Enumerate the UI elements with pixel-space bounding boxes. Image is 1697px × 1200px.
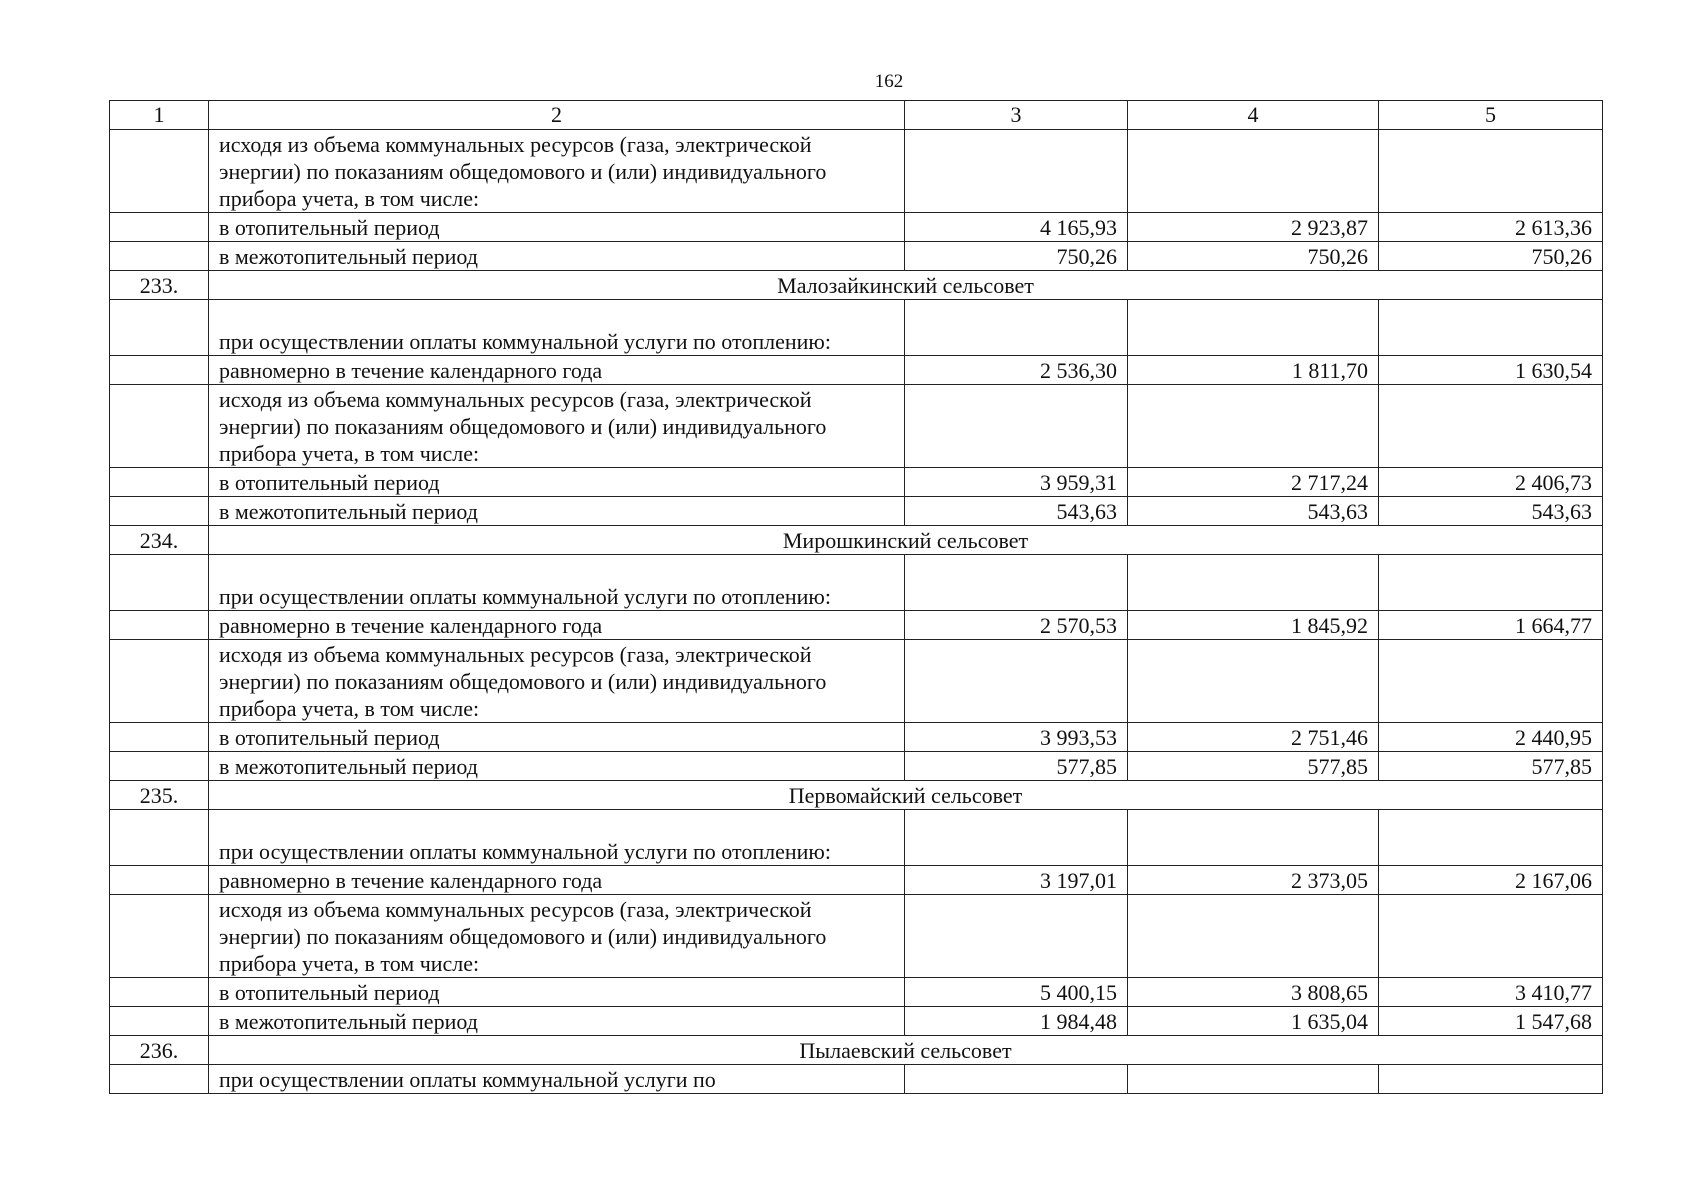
table-row [110, 300, 1603, 356]
table-row [110, 497, 1603, 526]
value-col-3: 2 570,53 [905, 611, 1128, 640]
row-number [110, 895, 209, 978]
row-number [110, 978, 209, 1007]
value-col-4: 3 808,65 [1128, 978, 1379, 1007]
value-col-3 [905, 555, 1128, 611]
value-col-4: 577,85 [1128, 752, 1379, 781]
row-description: равномерно в течение календарного года [209, 356, 905, 385]
value-col-3: 750,26 [905, 242, 1128, 271]
row-description: при осуществлении оплаты коммунальной услуги по отоплению: [209, 555, 905, 611]
section-title: Пылаевский сельсовет [209, 1036, 1603, 1065]
row-number [110, 242, 209, 271]
table-row [110, 555, 1603, 611]
section-title: Малозайкинский сельсовет [209, 271, 1603, 300]
row-number [110, 1065, 209, 1094]
section-row [110, 271, 1603, 300]
table-row [110, 356, 1603, 385]
table-row [110, 895, 1603, 978]
value-col-4: 1 811,70 [1128, 356, 1379, 385]
table-row [110, 866, 1603, 895]
value-col-3 [905, 300, 1128, 356]
row-number [110, 611, 209, 640]
row-number: 236. [110, 1036, 209, 1065]
row-number [110, 723, 209, 752]
row-number [110, 468, 209, 497]
value-col-3: 5 400,15 [905, 978, 1128, 1007]
row-number: 233. [110, 271, 209, 300]
value-col-4 [1128, 300, 1379, 356]
value-col-5: 577,85 [1379, 752, 1603, 781]
value-col-5: 2 613,36 [1379, 213, 1603, 242]
value-col-5 [1379, 810, 1603, 866]
row-number [110, 1007, 209, 1036]
section-title: Первомайский сельсовет [209, 781, 1603, 810]
table-row [110, 130, 1603, 213]
row-number [110, 640, 209, 723]
row-description: при осуществлении оплаты коммунальной услуги по [209, 1065, 905, 1094]
value-col-3: 4 165,93 [905, 213, 1128, 242]
table-row [110, 978, 1603, 1007]
header-row [110, 101, 1603, 130]
value-col-5: 2 406,73 [1379, 468, 1603, 497]
table-row [110, 1007, 1603, 1036]
row-description: в отопительный период [209, 723, 905, 752]
section-title: Мирошкинский сельсовет [209, 526, 1603, 555]
value-col-3: 577,85 [905, 752, 1128, 781]
value-col-5 [1379, 1065, 1603, 1094]
table-row [110, 611, 1603, 640]
page-number: 162 [874, 71, 904, 92]
value-col-4: 2 373,05 [1128, 866, 1379, 895]
row-description: в межотопительный период [209, 1007, 905, 1036]
value-col-4: 750,26 [1128, 242, 1379, 271]
table-row [110, 242, 1603, 271]
tariff-table [109, 100, 1603, 1094]
value-col-5: 2 440,95 [1379, 723, 1603, 752]
value-col-3: 3 197,01 [905, 866, 1128, 895]
value-col-3: 3 959,31 [905, 468, 1128, 497]
value-col-5: 2 167,06 [1379, 866, 1603, 895]
value-col-4 [1128, 1065, 1379, 1094]
value-col-4 [1128, 810, 1379, 866]
value-col-5 [1379, 385, 1603, 468]
value-col-4: 2 717,24 [1128, 468, 1379, 497]
row-description: в отопительный период [209, 468, 905, 497]
value-col-4 [1128, 385, 1379, 468]
value-col-5 [1379, 300, 1603, 356]
row-description: при осуществлении оплаты коммунальной услуги по отоплению: [209, 300, 905, 356]
value-col-4: 1 635,04 [1128, 1007, 1379, 1036]
value-col-5: 1 664,77 [1379, 611, 1603, 640]
value-col-4: 2 923,87 [1128, 213, 1379, 242]
section-row [110, 1036, 1603, 1065]
row-description: в отопительный период [209, 213, 905, 242]
column-header: 3 [905, 101, 1128, 130]
table-row [110, 1065, 1603, 1094]
row-number [110, 497, 209, 526]
value-col-3 [905, 810, 1128, 866]
value-col-3 [905, 130, 1128, 213]
value-col-4 [1128, 555, 1379, 611]
row-number: 234. [110, 526, 209, 555]
value-col-3: 1 984,48 [905, 1007, 1128, 1036]
table-body [110, 101, 1603, 1094]
value-col-5: 543,63 [1379, 497, 1603, 526]
value-col-3 [905, 640, 1128, 723]
value-col-4: 543,63 [1128, 497, 1379, 526]
table-row [110, 810, 1603, 866]
row-description: в межотопительный период [209, 242, 905, 271]
value-col-4 [1128, 640, 1379, 723]
value-col-3 [905, 385, 1128, 468]
row-description: исходя из объема коммунальных ресурсов (газа, электрической энергии) по показаниям общедомового и (или) индивидуального прибора учета, в том числе: [209, 640, 905, 723]
row-description: исходя из объема коммунальных ресурсов (газа, электрической энергии) по показаниям общедомового и (или) индивидуального прибора учета, в том числе: [209, 130, 905, 213]
column-header: 2 [209, 101, 905, 130]
table-row [110, 385, 1603, 468]
table-row [110, 752, 1603, 781]
row-number [110, 385, 209, 468]
value-col-4 [1128, 130, 1379, 213]
row-number [110, 213, 209, 242]
value-col-4 [1128, 895, 1379, 978]
row-description: равномерно в течение календарного года [209, 611, 905, 640]
value-col-3: 2 536,30 [905, 356, 1128, 385]
column-header: 1 [110, 101, 209, 130]
row-number [110, 356, 209, 385]
row-description: при осуществлении оплаты коммунальной услуги по отоплению: [209, 810, 905, 866]
value-col-5: 1 630,54 [1379, 356, 1603, 385]
section-row [110, 526, 1603, 555]
row-description: исходя из объема коммунальных ресурсов (газа, электрической энергии) по показаниям общедомового и (или) индивидуального прибора учета, в том числе: [209, 385, 905, 468]
row-description: в межотопительный период [209, 752, 905, 781]
row-number [110, 752, 209, 781]
row-description: в межотопительный период [209, 497, 905, 526]
value-col-5 [1379, 640, 1603, 723]
row-number [110, 555, 209, 611]
value-col-5 [1379, 895, 1603, 978]
value-col-3: 3 993,53 [905, 723, 1128, 752]
value-col-3 [905, 1065, 1128, 1094]
table-row [110, 213, 1603, 242]
table-row [110, 640, 1603, 723]
table-row [110, 468, 1603, 497]
column-header: 5 [1379, 101, 1603, 130]
column-header: 4 [1128, 101, 1379, 130]
value-col-5: 1 547,68 [1379, 1007, 1603, 1036]
value-col-5: 750,26 [1379, 242, 1603, 271]
row-description: в отопительный период [209, 978, 905, 1007]
value-col-5 [1379, 130, 1603, 213]
row-number [110, 866, 209, 895]
row-number [110, 130, 209, 213]
row-description: равномерно в течение календарного года [209, 866, 905, 895]
value-col-5 [1379, 555, 1603, 611]
value-col-4: 1 845,92 [1128, 611, 1379, 640]
section-row [110, 781, 1603, 810]
table-row [110, 723, 1603, 752]
row-number: 235. [110, 781, 209, 810]
value-col-3: 543,63 [905, 497, 1128, 526]
row-number [110, 810, 209, 866]
value-col-3 [905, 895, 1128, 978]
row-description: исходя из объема коммунальных ресурсов (газа, электрической энергии) по показаниям общедомового и (или) индивидуального прибора учета, в том числе: [209, 895, 905, 978]
row-number [110, 300, 209, 356]
value-col-5: 3 410,77 [1379, 978, 1603, 1007]
value-col-4: 2 751,46 [1128, 723, 1379, 752]
